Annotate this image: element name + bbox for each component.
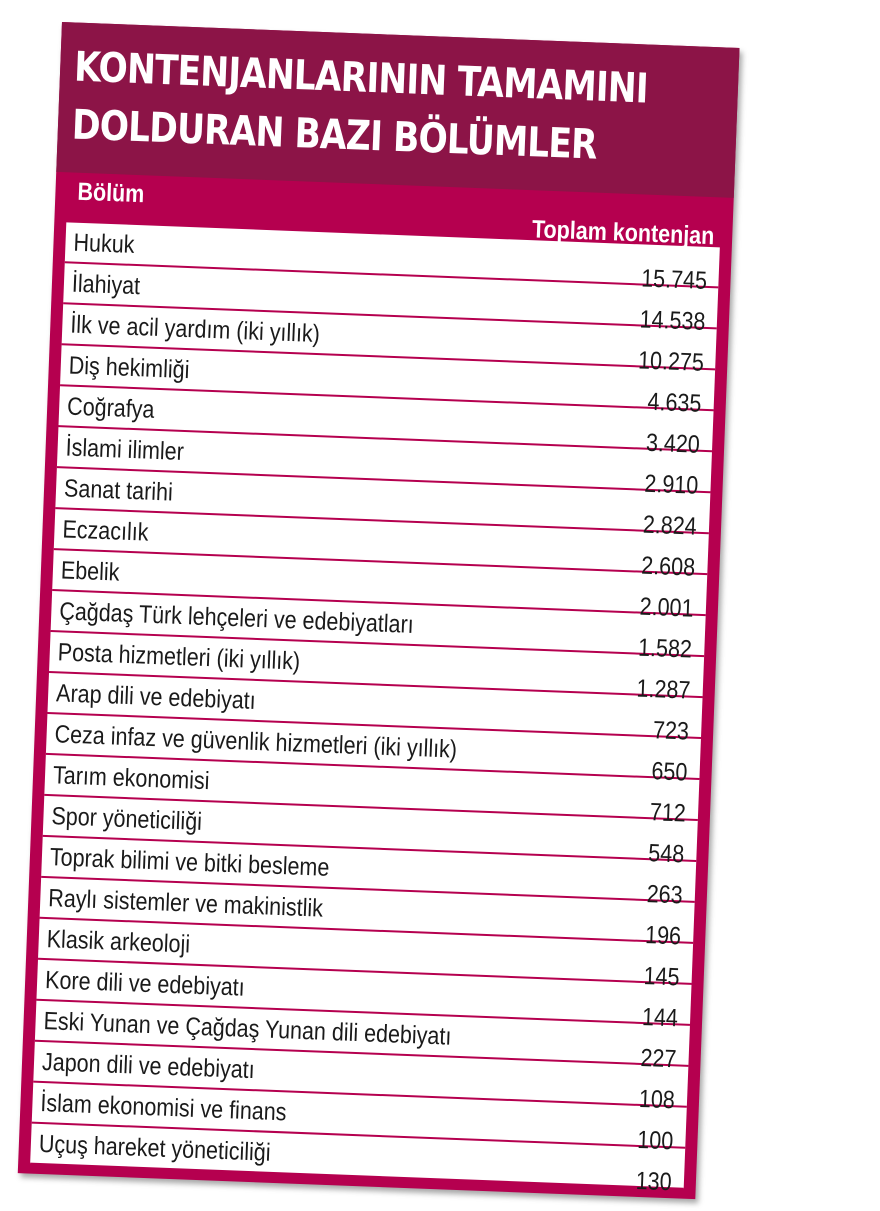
- department-name: Posta hizmetleri (iki yıllık): [57, 638, 301, 676]
- total-quota-value: 1.287: [636, 674, 692, 705]
- total-quota-value: 15.745: [640, 264, 708, 295]
- total-quota-value: 712: [649, 798, 687, 828]
- department-name: Japon dili ve edebiyatı: [41, 1048, 256, 1085]
- department-name: Ebelik: [60, 556, 121, 587]
- department-name: Coğrafya: [66, 392, 155, 424]
- department-name: İlk ve acil yardım (iki yıllık): [69, 310, 321, 349]
- total-quota-value: 2.824: [642, 510, 698, 541]
- department-name: Eski Yunan ve Çağdaş Yunan dili edebiyatı: [43, 1007, 452, 1051]
- department-name: Klasik arkeoloji: [46, 925, 191, 959]
- total-quota-value: 130: [635, 1166, 673, 1197]
- title-line-1: KONTENJANLARININ TAMAMINI: [73, 42, 649, 113]
- department-name: Toprak bilimi ve bitki besleme: [49, 843, 330, 882]
- department-name: İlahiyat: [71, 269, 141, 301]
- total-quota-value: 1.582: [638, 633, 693, 664]
- department-name: Raylı sistemler ve makinistlik: [47, 884, 324, 923]
- column-header-department: Bölüm: [76, 177, 145, 209]
- total-quota-value: 227: [640, 1043, 678, 1074]
- department-name: İslami ilimler: [65, 433, 185, 466]
- column-header-total-quota: Toplam kontenjan: [531, 215, 715, 251]
- department-name: İslam ekonomisi ve finans: [39, 1088, 288, 1127]
- total-quota-value: 145: [643, 962, 681, 992]
- department-name: Spor yöneticiliği: [50, 802, 203, 836]
- department-name: Tarım ekonomisi: [52, 761, 211, 796]
- total-quota-value: 2.608: [641, 551, 697, 582]
- department-name: Sanat tarihi: [63, 474, 174, 507]
- total-quota-value: 144: [641, 1003, 679, 1033]
- department-name: Ceza infaz ve güvenlik hizmetleri (iki yıllık): [54, 720, 458, 764]
- total-quota-value: 108: [638, 1084, 676, 1115]
- department-name: Çağdaş Türk lehçeleri ve edebiyatları: [58, 597, 415, 639]
- title-line-2: DOLDURAN BAZI BÖLÜMLER: [71, 100, 598, 169]
- department-name: Diş hekimliği: [68, 351, 190, 385]
- quota-table-card: [18, 22, 740, 1199]
- total-quota-value: 3.420: [645, 428, 701, 459]
- department-name: Hukuk: [73, 228, 135, 259]
- total-quota-value: 2.001: [639, 592, 695, 623]
- department-name: Kore dili ve edebiyatı: [44, 966, 246, 1002]
- department-name: Uçuş hareket yöneticiliği: [38, 1129, 272, 1167]
- department-name: Eczacılık: [61, 515, 150, 547]
- total-quota-value: 14.538: [638, 305, 706, 336]
- total-quota-value: 723: [652, 716, 690, 746]
- total-quota-value: 100: [637, 1125, 675, 1156]
- department-name: Arap dili ve edebiyatı: [55, 679, 257, 715]
- quota-table: [30, 222, 720, 1197]
- total-quota-value: 196: [644, 921, 682, 951]
- total-quota-value: 548: [648, 839, 686, 869]
- total-quota-value: 650: [651, 757, 689, 787]
- total-quota-value: 4.635: [647, 387, 703, 418]
- total-quota-value: 2.910: [644, 469, 700, 500]
- title-band: [56, 22, 739, 198]
- total-quota-value: 263: [646, 880, 684, 910]
- total-quota-value: 10.275: [637, 346, 704, 377]
